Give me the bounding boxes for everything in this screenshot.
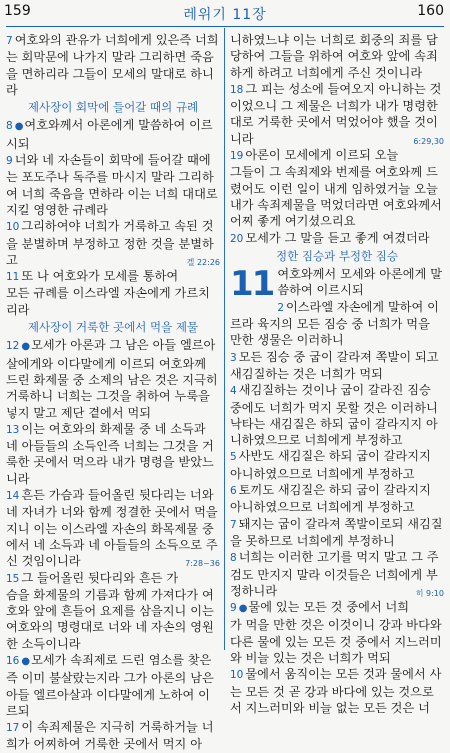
- chapter-start: [230, 264, 444, 305]
- verse-text: 새김질하는 것이나 굽이 갈라진 짐승 중에도 너희가 먹지 못할 것은 이러하니 낙타는 새김질은 하되 굽이 갈라지지 아니하였으므로 너희에게 부정하고: [230, 383, 438, 448]
- verse-text: 모든 짐승 중 굽이 갈라져 쪽발이 되고 새김질하는 것은 너희가 먹되: [230, 349, 439, 381]
- verse-text: 이 속죄제물은 지극히 거룩하거늘 너희가 어찌하여 거룩한 곳에서 먹지 아: [6, 720, 214, 752]
- section-heading: 제사장이 거룩한 곳에서 먹을 제물: [27, 320, 199, 335]
- verse-text: 너와 네 자손들이 회막에 들어갈 때에는 포도주나 독주를 마시지 말라 그리하여 너희 죽음을 면하라 이는 너희 대대로 지킬 영영한 규례라: [6, 153, 218, 217]
- verse-number: 5: [230, 451, 237, 464]
- verse-number: 13: [6, 423, 20, 436]
- verse-number: 10: [230, 669, 244, 682]
- page-header: [0, 0, 450, 26]
- section-heading: 제사장이 회막에 들어갈 때의 규례: [27, 100, 199, 115]
- verse-number: 3: [230, 351, 237, 364]
- verse-number: 11: [6, 271, 20, 284]
- verse-text: 그 피는 성소에 들여오지 아니하는 것이었으니 그 제물은 너희가 내가 명령한 대로 거룩한 곳에서 먹었어야 했을 것이니라: [230, 81, 442, 146]
- page-number-left: 159: [4, 3, 31, 19]
- verse-text: 사반도 새김질은 하되 굽이 갈라지지 아니하였으므로 너희에게 부정하고: [230, 449, 431, 481]
- verse-number: 4: [230, 385, 237, 398]
- verse: [6, 152, 220, 218]
- chapter-number: 11: [230, 264, 274, 305]
- verse: [230, 81, 444, 147]
- right-column: [230, 32, 444, 716]
- verse-text: 여호와께서 아론에게 말씀하여 이르시되: [6, 118, 213, 151]
- verse: [6, 337, 220, 420]
- verse: [6, 32, 220, 98]
- verse-number: 12: [6, 340, 20, 353]
- cross-reference: 히 9:10: [415, 588, 444, 598]
- verse: [6, 652, 220, 719]
- verse: [6, 487, 220, 569]
- paragraph-marker-icon: ●: [238, 603, 248, 615]
- verse: [230, 599, 444, 666]
- verse-text: 흔든 가슴과 들어올린 뒷다리는 너와 네 자녀가 너와 함께 정결한 곳에서 먹을지니 이는 이스라엘 자손의 화목제물 중에서 네 소득과 네 아들들의 소득으로 주신 것임이니라: [6, 488, 218, 569]
- cross-reference: 7:28~36: [185, 559, 220, 569]
- verse-number: 9: [6, 155, 13, 168]
- verse-text: 모세가 그 말을 듣고 좋게 여겼더라: [245, 230, 430, 245]
- verse-text: 이스라엘 자손에게 말하여 이르라 육지의 모든 짐승 중 너희가 먹을 만한 생물은 이러하니: [230, 299, 439, 348]
- verse-text: 토끼도 새김질은 하되 굽이 갈라지지 아니하였으므로 너희에게 부정하고: [230, 483, 431, 515]
- verse: [230, 448, 444, 482]
- verse: [230, 549, 444, 599]
- verse: [6, 719, 220, 753]
- verse-text: 그 들어올린 뒷다리와 흔든 가슴을 화제물의 기름과 함께 가져다가 여호와 앞에 흔들어 요제를 삼을지니 이는 여호와의 명령대로 너와 네 자손의 영원한 소득이니라: [6, 570, 214, 651]
- verse-text: 또 나 여호와가 모세를 통하여 모든 규례를 이스라엘 자손에게 가르치리라: [6, 269, 210, 317]
- verse: [6, 117, 220, 152]
- verse-number: 17: [6, 722, 20, 735]
- verse: [6, 268, 220, 318]
- verse: [230, 482, 444, 516]
- verse-text: 모세가 아론과 그 남은 아들 엘르아살에게와 이다말에게 이르되 여호와께 드린 화제물 중 소제의 남은 것은 지극히 거룩하니 너희는 그것을 취하여 누룩을 넣지 말고 제단 곁에서 먹되: [6, 338, 218, 420]
- verse-text: 물에 있는 모든 것 중에서 너희가 먹을 만한 것은 이것이니 강과 바다와 다른 물에 있는 모든 것 중에서 지느러미와 비늘 있는 것은 너희가 먹되: [230, 600, 442, 665]
- verse-number: 2: [277, 301, 285, 314]
- verse-text: 돼지는 굽이 갈라져 쪽발이로되 새김질을 못하므로 너희에게 부정하니: [230, 516, 443, 548]
- verse-text: 여호와의 관유가 너희에게 있은즉 너희는 회막문에 나가지 말라 그리하면 죽음을 면하리라 그들이 모세의 말대로 하니라: [6, 33, 219, 97]
- verse: [230, 382, 444, 448]
- verse-text: 너희는 이러한 고기를 먹지 말고 그 주검도 만지지 말라 이것들은 너희에게 부정하니라: [230, 550, 439, 598]
- verse: [6, 570, 220, 652]
- verse-text: 여호와께서 모세와 아론에게 말씀하여 이르시되: [277, 267, 443, 298]
- section-heading: 정한 짐승과 부정한 짐승: [275, 248, 399, 263]
- verse-number: 9: [230, 602, 237, 615]
- verse: [230, 147, 444, 229]
- column-divider: [224, 28, 225, 650]
- verse-number: 8: [6, 120, 13, 133]
- verse-number: 7: [230, 518, 237, 531]
- verse: [6, 218, 220, 268]
- verse-number: 10: [6, 221, 20, 234]
- cross-reference: 겔 22:26: [186, 257, 220, 267]
- left-column: [6, 32, 220, 753]
- paragraph-marker-icon: ●: [21, 341, 31, 353]
- verse-text: 아론이 모세에게 이르되 오늘 그들이 그 속죄제와 번제를 여호와께 드렸어도 이런 일이 내게 임하였거늘 오늘 내가 속죄제물을 먹었더라면 여호와께서 어찌 좋게 여기셨으리요: [230, 148, 442, 229]
- verse: [230, 516, 444, 550]
- paragraph-marker-icon: ●: [14, 121, 24, 133]
- verse: [230, 349, 444, 383]
- verse-number: 8: [230, 552, 237, 565]
- verse-number: 7: [6, 35, 13, 47]
- verse: [6, 421, 220, 487]
- verse-number: 16: [6, 654, 20, 667]
- page-number-right: 160: [417, 3, 444, 19]
- verse: [230, 32, 444, 81]
- chapter-title: 레위기 11장: [183, 7, 267, 23]
- verse-number: 6: [230, 485, 237, 498]
- verse-number: 19: [230, 150, 244, 163]
- cross-reference: 6:29,30: [413, 136, 444, 146]
- verse-number: 14: [6, 490, 20, 503]
- verse-text: 모세가 속죄제로 드린 염소를 찾은즉 이미 불살랐는지라 그가 아론의 남은 아들 엘르아살과 이다말에게 노하여 이르되: [6, 652, 214, 718]
- verse-text: 이는 여호와의 화제물 중 네 소득과 네 아들들의 소득인즉 너희는 그것을 거룩한 곳에서 먹으라 내가 명령을 받았느니라: [6, 421, 214, 486]
- verse-number: 20: [230, 232, 244, 245]
- paragraph-marker-icon: ●: [21, 655, 31, 667]
- verse: [230, 666, 444, 716]
- verse-text: 물에서 움직이는 모든 것과 물에서 사는 모든 것 곧 강과 바다에 있는 것으로서 지느러미와 비늘 없는 모든 것은 너: [230, 667, 442, 715]
- verse: [230, 299, 444, 349]
- verse-number: 15: [6, 572, 20, 585]
- header-rule: [6, 26, 444, 27]
- verse-text: 그리하여야 너희가 거룩하고 속된 것을 분별하며 부정하고 정한 것을 분별하고: [6, 219, 214, 267]
- verse: [230, 230, 444, 247]
- verse-number: 18: [230, 83, 244, 96]
- verse-text: 니하였느냐 이는 너희로 회중의 죄를 담당하여 그들을 위하여 여호와 앞에 속죄하게 하려고 너희에게 주신 것이니라: [230, 33, 438, 80]
